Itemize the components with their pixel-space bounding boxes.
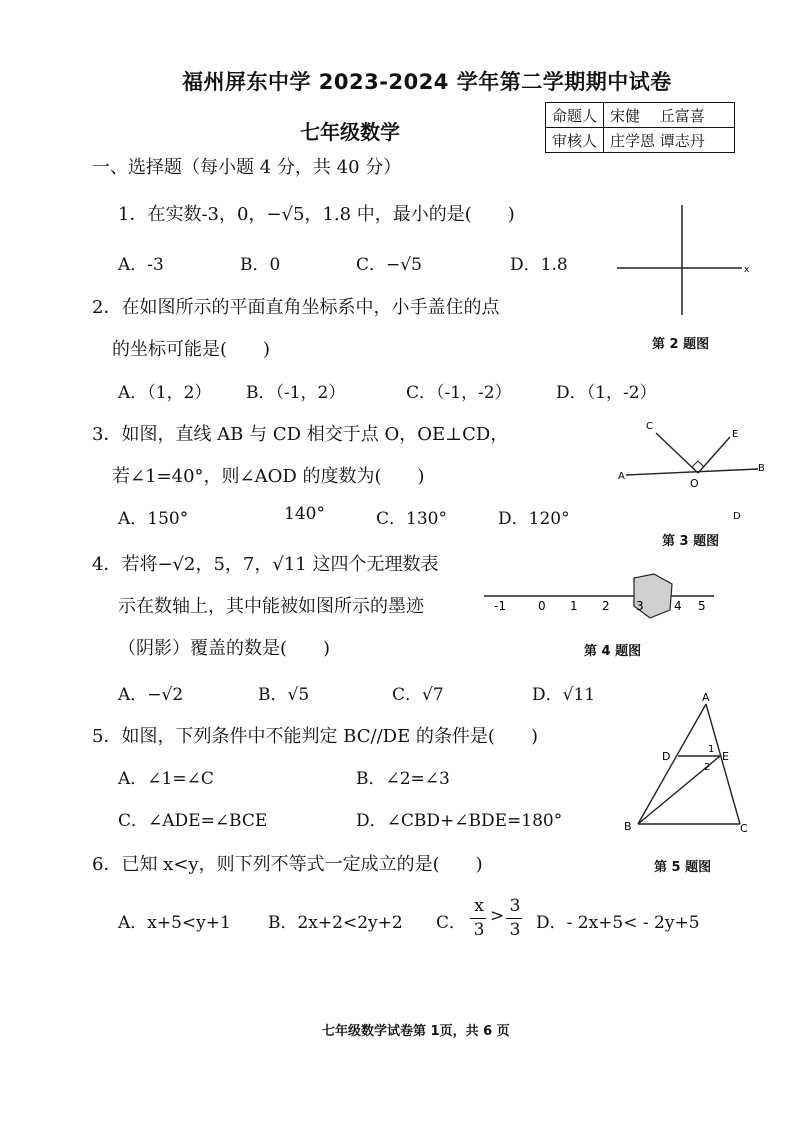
label-b: B	[624, 820, 632, 833]
q5-option-b: B．∠2=∠3	[356, 769, 450, 789]
q6-fraction-bar	[470, 918, 486, 919]
side-ab	[638, 704, 706, 824]
q3-option-a: A．150°	[118, 509, 189, 529]
label-a: A	[702, 691, 710, 704]
right-angle-mark	[692, 461, 704, 467]
q4-stem-line2: 示在数轴上，其中能被如图所示的墨迹	[118, 596, 424, 617]
label-c: C	[646, 421, 653, 432]
exam-subtitle: 七年级数学	[300, 120, 400, 144]
q4-caption: 第 4 题图	[584, 644, 642, 659]
tick-label: -1	[494, 599, 506, 613]
q1-option-d: D．1.8	[510, 255, 568, 275]
staff-row	[546, 103, 735, 128]
q4-option-a: A．−√2	[118, 685, 184, 705]
q1-option-b: B．0	[240, 255, 281, 275]
angle-2-label: 2	[704, 762, 711, 773]
tick-label: 1	[570, 599, 578, 613]
q3-caption: 第 3 题图	[662, 534, 720, 549]
q3-option-b: 140°	[284, 504, 325, 524]
staff-table	[545, 102, 735, 153]
section-heading: 一、选择题（每小题 4 分，共 40 分）	[92, 157, 402, 178]
q5-option-d: D．∠CBD+∠BDE=180°	[356, 811, 563, 831]
staff-names: 宋健 丘富喜	[604, 103, 735, 128]
q5-caption: 第 5 题图	[654, 860, 712, 875]
q4-stem-line3: （阴影）覆盖的数是( )	[118, 638, 331, 659]
label-e: E	[722, 750, 729, 763]
staff-role: 命题人	[546, 103, 604, 128]
label-d: D	[733, 511, 741, 522]
exam-title: 福州屏东中学 2023-2024 学年第二学期期中试卷	[182, 70, 672, 94]
tick-label: 5	[698, 599, 706, 613]
q6-fraction-numerator: 3	[509, 896, 521, 916]
label-b: B	[758, 463, 765, 474]
q6-relation: >	[490, 906, 505, 926]
q2-option-c: C．（-1，-2）	[406, 383, 512, 403]
q2-stem-line2: 的坐标可能是( )	[112, 339, 271, 360]
q6-option-b: B．2x+2<2y+2	[268, 913, 403, 933]
q4-option-c: C．√7	[392, 685, 444, 705]
label-e: E	[732, 429, 739, 440]
tick-label: 0	[538, 599, 546, 613]
q2-caption: 第 2 题图	[652, 337, 710, 352]
angle-1-label: 1	[708, 744, 715, 755]
label-a: A	[618, 471, 625, 482]
q4-number-line	[484, 568, 724, 628]
q6-option-c-prefix: C．	[436, 913, 467, 933]
q5-triangle-figure	[618, 690, 768, 840]
ray-oc	[656, 433, 698, 473]
label-c: C	[740, 822, 748, 835]
q3-option-d: D．120°	[498, 509, 570, 529]
q1-stem: 1．在实数-3，0，−√5，1.8 中，最小的是( )	[118, 204, 515, 225]
x-axis-label: x	[744, 265, 750, 275]
q2-coordinate-figure	[612, 200, 752, 320]
tick-label: 4	[674, 599, 682, 613]
q2-option-a: A．（1，2）	[118, 383, 212, 403]
q6-option-a: A．x+5<y+1	[118, 913, 231, 933]
q5-option-c: C．∠ADE=∠BCE	[118, 811, 268, 831]
tick-label: 3	[636, 599, 644, 613]
page-footer: 七年级数学试卷第 1页，共 6 页	[322, 1024, 510, 1039]
q5-option-a: A．∠1=∠C	[118, 769, 214, 789]
q6-option-d: D．- 2x+5< - 2y+5	[536, 913, 700, 933]
staff-row	[546, 128, 735, 153]
q6-fraction-denominator: 3	[473, 920, 485, 940]
line-ab	[626, 469, 758, 475]
q3-option-c: C．130°	[376, 509, 447, 529]
ray-oe	[698, 437, 730, 473]
q1-option-a: A．-3	[118, 255, 164, 275]
q6-fraction-numerator: x	[474, 896, 484, 916]
q2-option-b: B．（-1，2）	[246, 383, 346, 403]
q6-stem: 6．已知 x<y，则下列不等式一定成立的是( )	[92, 854, 483, 875]
staff-names: 庄学恩 谭志丹	[604, 128, 735, 153]
q2-stem-line1: 2．在如图所示的平面直角坐标系中，小手盖住的点	[92, 297, 500, 318]
q3-angle-figure	[618, 415, 768, 525]
label-d: D	[662, 750, 671, 763]
q4-stem-line1: 4．若将−√2，5，7，√11 这四个无理数表	[92, 554, 439, 575]
q4-option-d: D．√11	[532, 685, 596, 705]
q2-option-d: D．（1，-2）	[556, 383, 657, 403]
q3-stem-line2: 若∠1=40°，则∠AOD 的度数为( )	[112, 466, 425, 487]
tick-label: 2	[602, 599, 610, 613]
q4-option-b: B．√5	[258, 685, 310, 705]
q5-stem: 5．如图，下列条件中不能判定 BC//DE 的条件是( )	[92, 726, 538, 747]
q6-fraction-bar	[506, 918, 522, 919]
q6-fraction-denominator: 3	[509, 920, 521, 940]
q1-option-c: C．−√5	[356, 255, 422, 275]
q3-stem-line1: 3．如图，直线 AB 与 CD 相交于点 O，OE⊥CD，	[92, 424, 509, 445]
staff-role: 审核人	[546, 128, 604, 153]
label-o: O	[690, 477, 699, 490]
